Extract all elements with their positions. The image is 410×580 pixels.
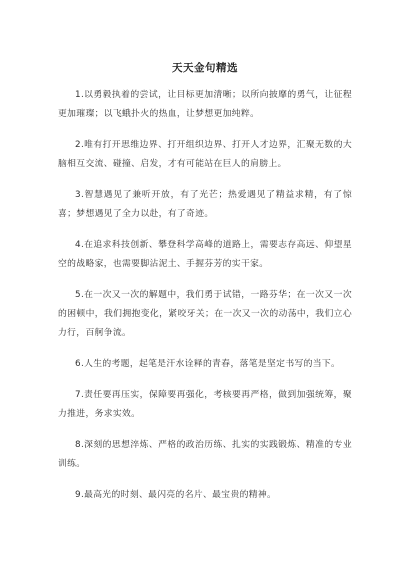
quote-item-5: 5.在一次又一次的解题中，我们勇于试错，一路芬华；在一次又一次的困顿中，我们拥抱变化，紧咬牙关；在一次又一次的动荡中，我们立心力行，百舸争流。 [58,290,352,338]
quote-item-4: 4.在追求科技创新、攀登科学高峰的道路上，需要志存高远、仰望星空的战略家，也需要脚沾泥土、手握芬芳的实干家。 [58,240,352,269]
document-title: 天天金句精选 [172,62,238,74]
quote-item-1: 1.以勇毅执着的尝试，让目标更加清晰；以所向披靡的勇气，让征程更加璀璨；以飞蛾扑火的热血，让梦想更加纯粹。 [58,90,352,119]
quote-item-7: 7.责任要再压实，保障要再强化，考核要再严格，做到加强统筹，聚力推进，务求实效。 [58,390,352,419]
quote-item-9: 9.最高光的时刻、最闪亮的名片、最宝贵的精神。 [75,490,277,500]
quote-item-6: 6.人生的考题，起笔是汗水诠释的青春，落笔是坚定书写的当下。 [75,359,341,369]
quote-item-2: 2.唯有打开思维边界、打开组织边界、打开人才边界，汇聚无数的大脑相互交流、碰撞、启发，才有可能站在巨人的肩膀上。 [58,140,352,169]
quote-item-3: 3.智慧遇见了兼听开放，有了光芒；热爱遇见了精益求精，有了惊喜；梦想遇见了全力以赴，有了奇迹。 [58,190,352,219]
quote-item-8: 8.深刻的思想淬炼、严格的政治历练、扎实的实践锻炼、精准的专业训练。 [58,440,352,469]
